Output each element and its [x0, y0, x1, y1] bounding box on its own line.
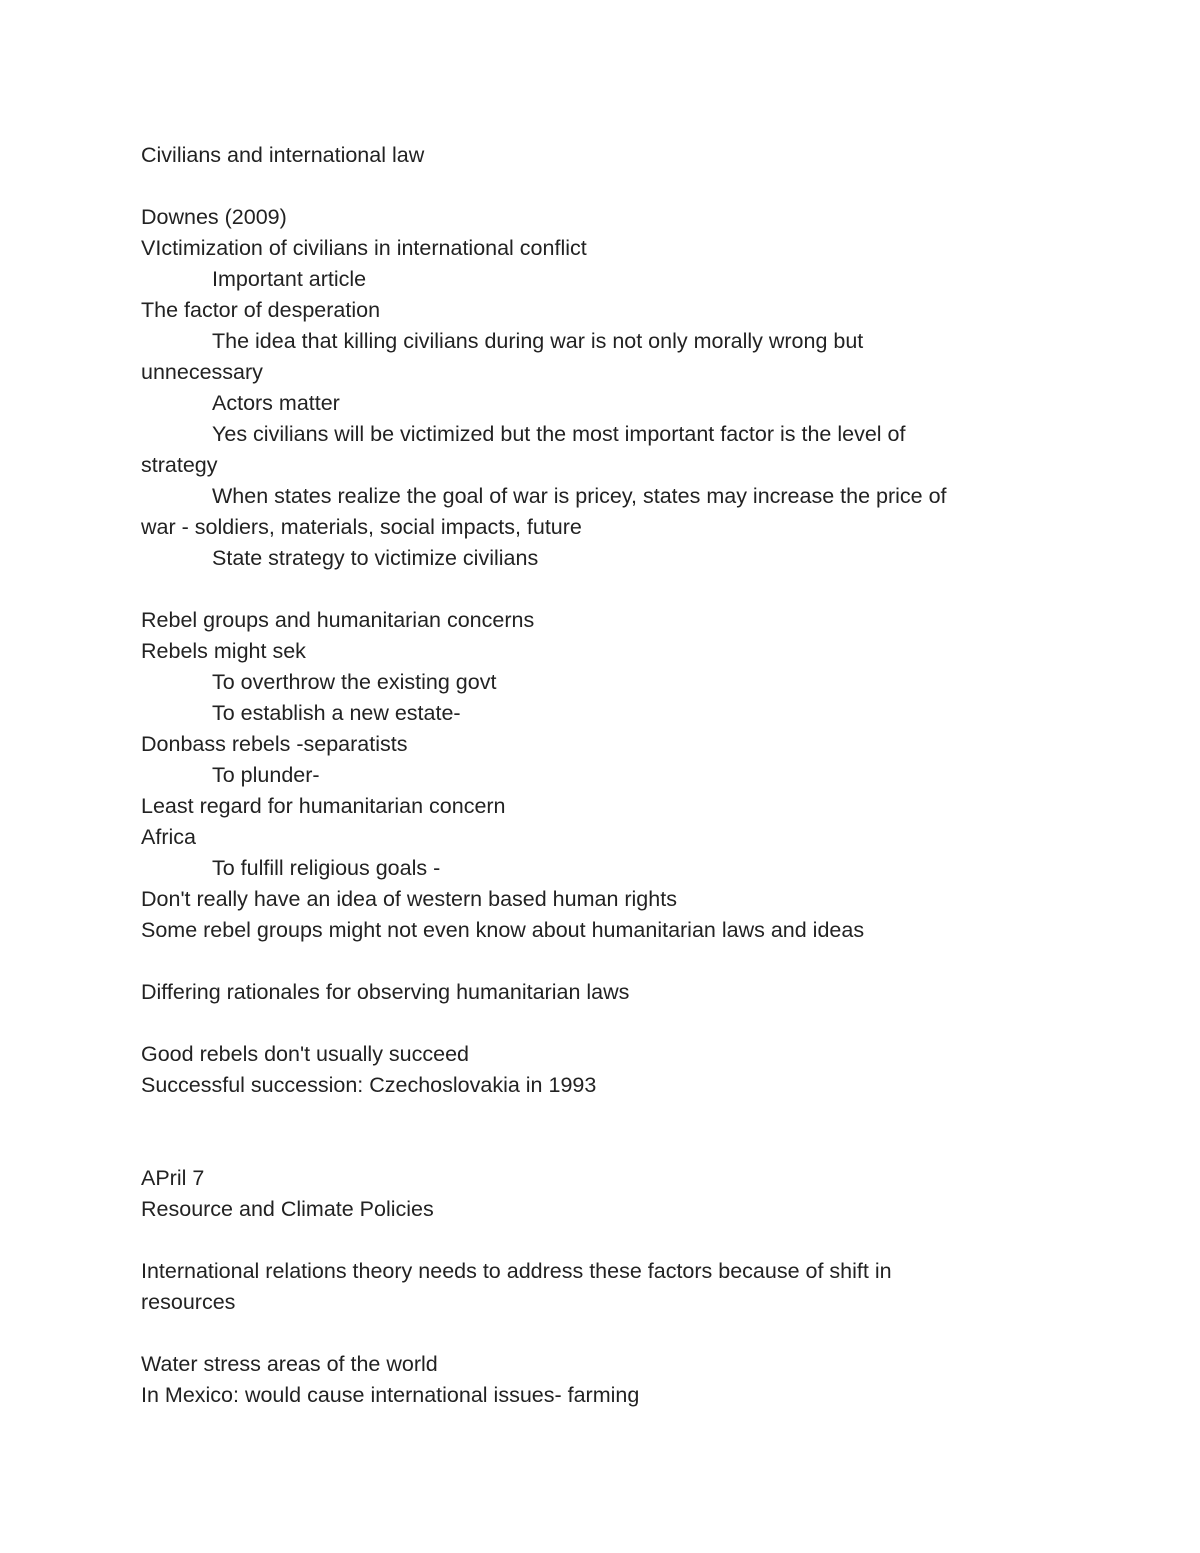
- indented-line: To fulfill religious goals -: [212, 856, 441, 880]
- blank-line: [141, 1318, 1041, 1349]
- indented-line: The idea that killing civilians during war is not only morally wrong but: [212, 329, 864, 353]
- blank-line: [141, 171, 1041, 202]
- text-line: Good rebels don't usually succeed: [141, 1042, 470, 1066]
- blank-line: [141, 1008, 1041, 1039]
- indented-line: Yes civilians will be victimized but the most important factor is the level of: [212, 422, 906, 446]
- text-line: International relations theory needs to address these factors because of shift in: [141, 1259, 892, 1283]
- text-line: Downes (2009): [141, 205, 287, 229]
- text-line: resources: [141, 1290, 236, 1314]
- blank-line: [141, 946, 1041, 977]
- text-line: Rebel groups and humanitarian concerns: [141, 608, 535, 632]
- indented-line: State strategy to victimize civilians: [212, 546, 539, 570]
- section-title: Resource and Climate Policies: [141, 1197, 434, 1221]
- blank-line: [141, 1101, 1041, 1132]
- indented-line: Actors matter: [212, 391, 340, 415]
- indented-line: When states realize the goal of war is pricey, states may increase the price of: [212, 484, 947, 508]
- text-line: strategy: [141, 453, 218, 477]
- document-body: [141, 140, 1041, 1411]
- blank-line: [141, 1225, 1041, 1256]
- blank-line: [141, 1132, 1041, 1163]
- text-line: The factor of desperation: [141, 298, 381, 322]
- text-line: Differing rationales for observing humanitarian laws: [141, 980, 630, 1004]
- text-line: VIctimization of civilians in international conflict: [141, 236, 587, 260]
- text-line: war - soldiers, materials, social impacts, future: [141, 515, 582, 539]
- indented-line: Important article: [212, 267, 367, 291]
- blank-line: [141, 574, 1041, 605]
- indented-line: To plunder-: [212, 763, 320, 787]
- text-line: Rebels might sek: [141, 639, 306, 663]
- text-line: unnecessary: [141, 360, 263, 384]
- text-line: Water stress areas of the world: [141, 1352, 438, 1376]
- text-line: Some rebel groups might not even know about humanitarian laws and ideas: [141, 918, 865, 942]
- text-line: Africa: [141, 825, 196, 849]
- section-title: Civilians and international law: [141, 143, 425, 167]
- text-line: Successful succession: Czechoslovakia in 1993: [141, 1073, 597, 1097]
- indented-line: To overthrow the existing govt: [212, 670, 497, 694]
- indented-line: To establish a new estate-: [212, 701, 461, 725]
- text-line: Don't really have an idea of western based human rights: [141, 887, 677, 911]
- text-line: Least regard for humanitarian concern: [141, 794, 506, 818]
- text-line: Donbass rebels -separatists: [141, 732, 408, 756]
- date-heading: APril 7: [141, 1166, 205, 1190]
- text-line: In Mexico: would cause international issues- farming: [141, 1383, 640, 1407]
